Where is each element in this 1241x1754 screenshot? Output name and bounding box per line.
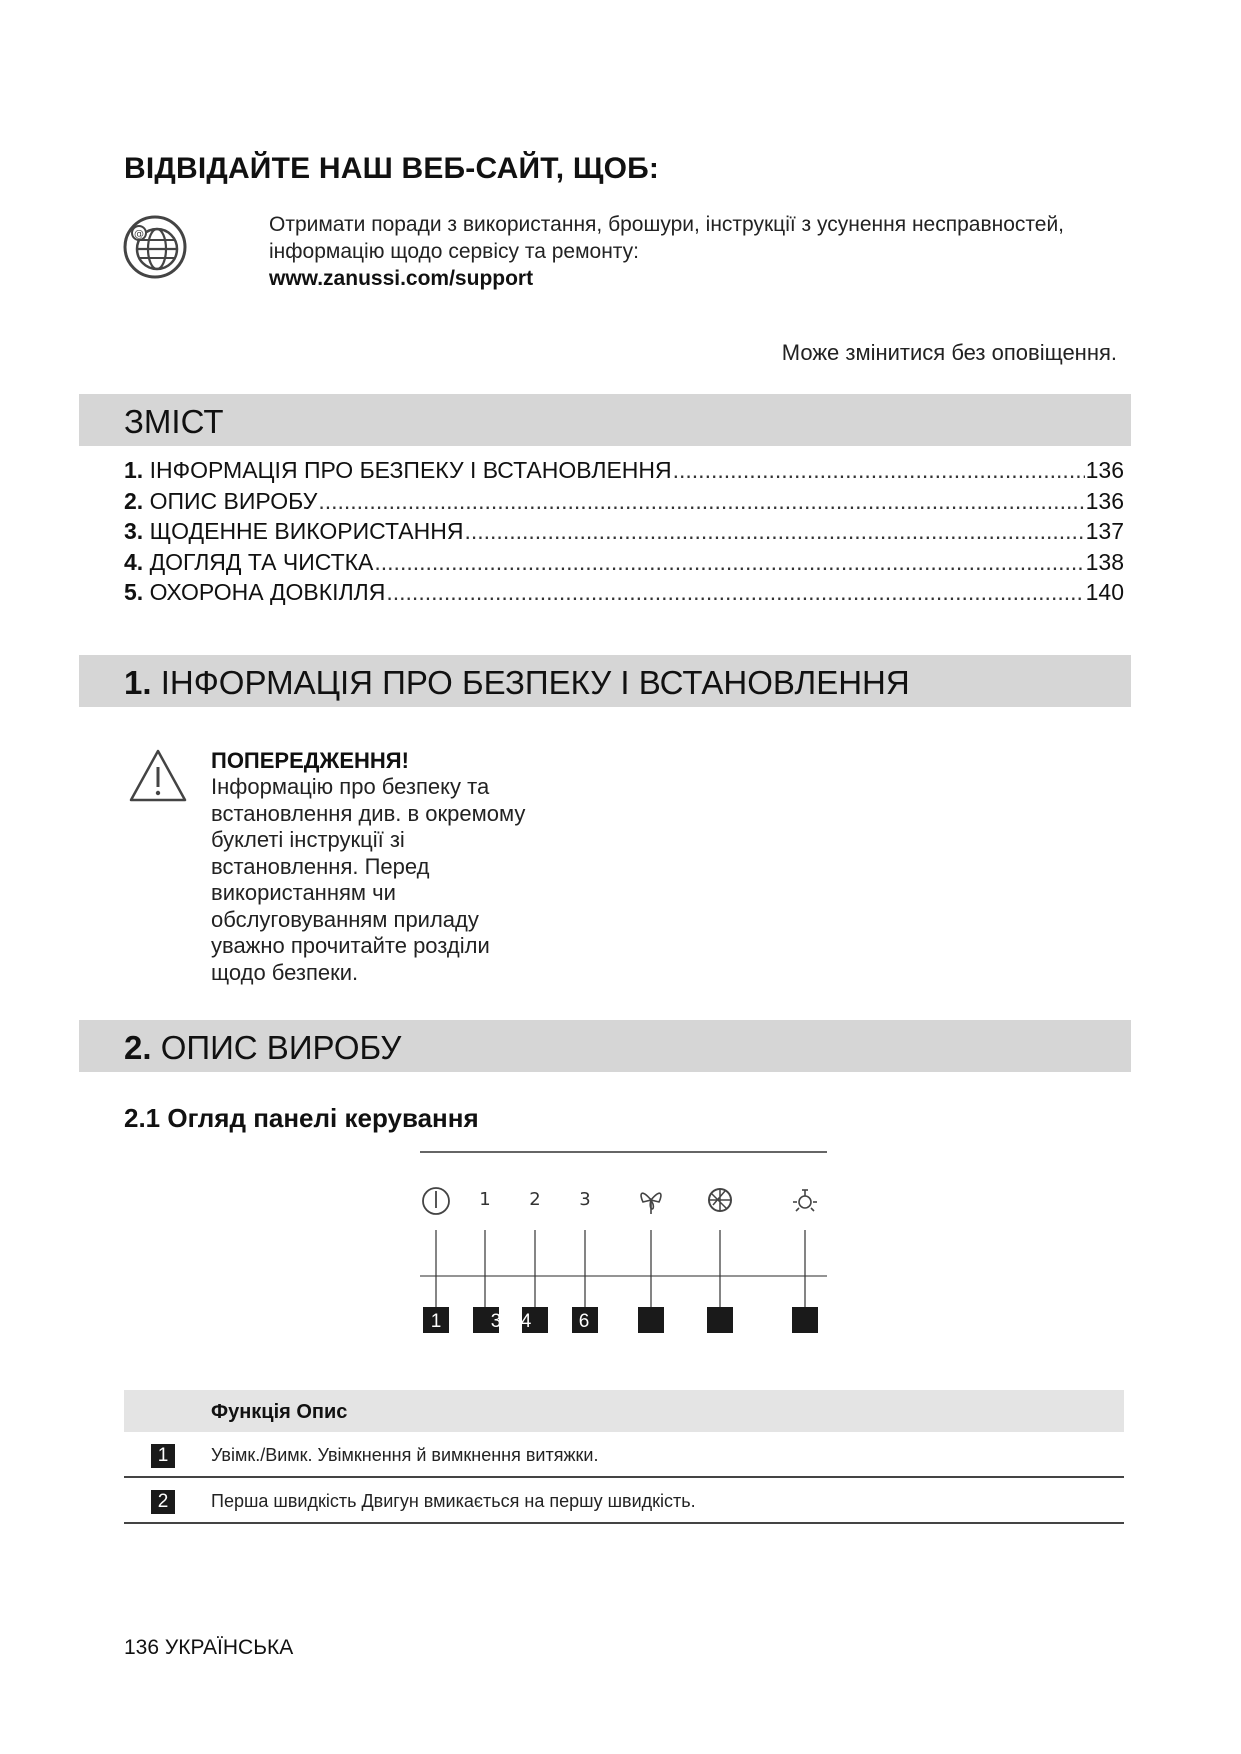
contents-title: ЗМІСТ [124, 403, 224, 440]
toc-item[interactable] [124, 579, 1124, 610]
callout-box [707, 1307, 733, 1333]
toc-num: 4. [124, 548, 144, 575]
callout-number: 6 [578, 1311, 590, 1332]
toc-num: 1. [124, 457, 144, 483]
support-link[interactable]: www.zanussi.com/support [269, 267, 534, 290]
toc-label: ІНФОРМАЦІЯ ПРО БЕЗПЕКУ І ВСТАНОВЛЕННЯ [149, 457, 672, 483]
warning-line: щодо безпеки. [211, 959, 359, 985]
callout-number: 4 [520, 1311, 532, 1332]
warning-line: Інформацію про безпеку та [211, 774, 490, 799]
light-icon [793, 1190, 817, 1211]
toc-item[interactable] [124, 457, 1124, 488]
visit-line-2: інформацію щодо сервісу та ремонту: [269, 240, 639, 263]
row-badge: 2 [151, 1490, 175, 1514]
speed-3-label: 3 [579, 1189, 591, 1210]
svg-text:@: @ [134, 229, 144, 240]
toc-leader [464, 518, 1084, 545]
callout-number: 3 [490, 1311, 502, 1332]
change-notice: Може змінитися без оповіщення. [781, 340, 1117, 365]
row-description: Перша швидкість Двигун вмикається на першу швидкість. [211, 1491, 696, 1511]
warning-line: встановлення див. в окремому [211, 800, 526, 826]
toc-item[interactable] [124, 518, 1124, 549]
toc-leader [318, 488, 1084, 515]
page-footer: 136 УКРАЇНСЬКА [124, 1636, 294, 1659]
toc-leader [673, 457, 1085, 484]
toc-label: ДОГЛЯД ТА ЧИСТКА [149, 548, 374, 575]
warning-line: обслуговуванням приладу [211, 906, 479, 932]
toc-page: 137 [1085, 518, 1124, 544]
warning-line: встановлення. Перед [211, 853, 430, 879]
toc-page: 140 [1085, 579, 1124, 605]
table-of-contents [124, 457, 1124, 610]
toc-leader [386, 579, 1084, 606]
toc-page: 138 [1085, 548, 1124, 575]
toc-num: 3. [124, 518, 144, 544]
toc-leader [374, 549, 1084, 576]
table-row [124, 1478, 1124, 1524]
section1-num: 1. [124, 664, 152, 701]
row-description: Увімк./Вимк. Увімкнення й вимкнення витяжки. [211, 1445, 599, 1465]
callout-number: 1 [430, 1311, 442, 1332]
filter-grid-icon [709, 1189, 731, 1211]
toc-label: ЩОДЕННЕ ВИКОРИСТАННЯ [149, 518, 464, 544]
callout-box [792, 1307, 818, 1333]
warning-title: ПОПЕРЕДЖЕННЯ! [211, 748, 409, 773]
toc-item[interactable] [124, 488, 1124, 519]
table-header-label: Функція Опис [211, 1401, 348, 1423]
globe-icon [122, 214, 188, 280]
toc-label: ОПИС ВИРОБУ [149, 487, 318, 514]
warning-body [211, 774, 591, 986]
function-table-header [124, 1390, 1124, 1432]
section2-title-text: ОПИС ВИРОБУ [160, 1029, 402, 1066]
control-panel-diagram [415, 1150, 835, 1340]
callout-box [638, 1307, 664, 1333]
warning-line: уважно прочитайте розділи [211, 933, 490, 958]
visit-description [269, 211, 1064, 292]
section1-title [124, 664, 910, 702]
section2-title [124, 1029, 401, 1067]
panel-overview-subtitle: 2.1 Огляд панелі керування [124, 1103, 479, 1133]
toc-page: 136 [1085, 487, 1124, 514]
visit-line-1: Отримати поради з використання, брошури, інструкції з усунення несправностей, [269, 213, 1065, 236]
power-icon [423, 1188, 449, 1214]
fan-icon [641, 1193, 661, 1214]
section1-title-text: ІНФОРМАЦІЯ ПРО БЕЗПЕКУ І ВСТАНОВЛЕННЯ [160, 664, 910, 701]
table-row [124, 1432, 1124, 1478]
speed-1-label: 1 [479, 1189, 491, 1210]
row-badge: 1 [151, 1444, 175, 1468]
contents-bar [79, 394, 1131, 446]
toc-num: 5. [124, 579, 144, 605]
toc-num: 2. [124, 487, 144, 514]
toc-page: 136 [1085, 457, 1124, 483]
visit-heading: ВІДВІДАЙТЕ НАШ ВЕБ-САЙТ, ЩОБ: [124, 152, 660, 185]
warning-line: буклеті інструкції зі [211, 827, 405, 852]
speed-2-label: 2 [529, 1189, 541, 1210]
section2-num: 2. [124, 1029, 152, 1066]
toc-item[interactable] [124, 549, 1124, 580]
warning-triangle-icon [128, 748, 188, 804]
toc-label: ОХОРОНА ДОВКІЛЛЯ [149, 579, 386, 605]
warning-line: використанням чи [211, 880, 396, 905]
